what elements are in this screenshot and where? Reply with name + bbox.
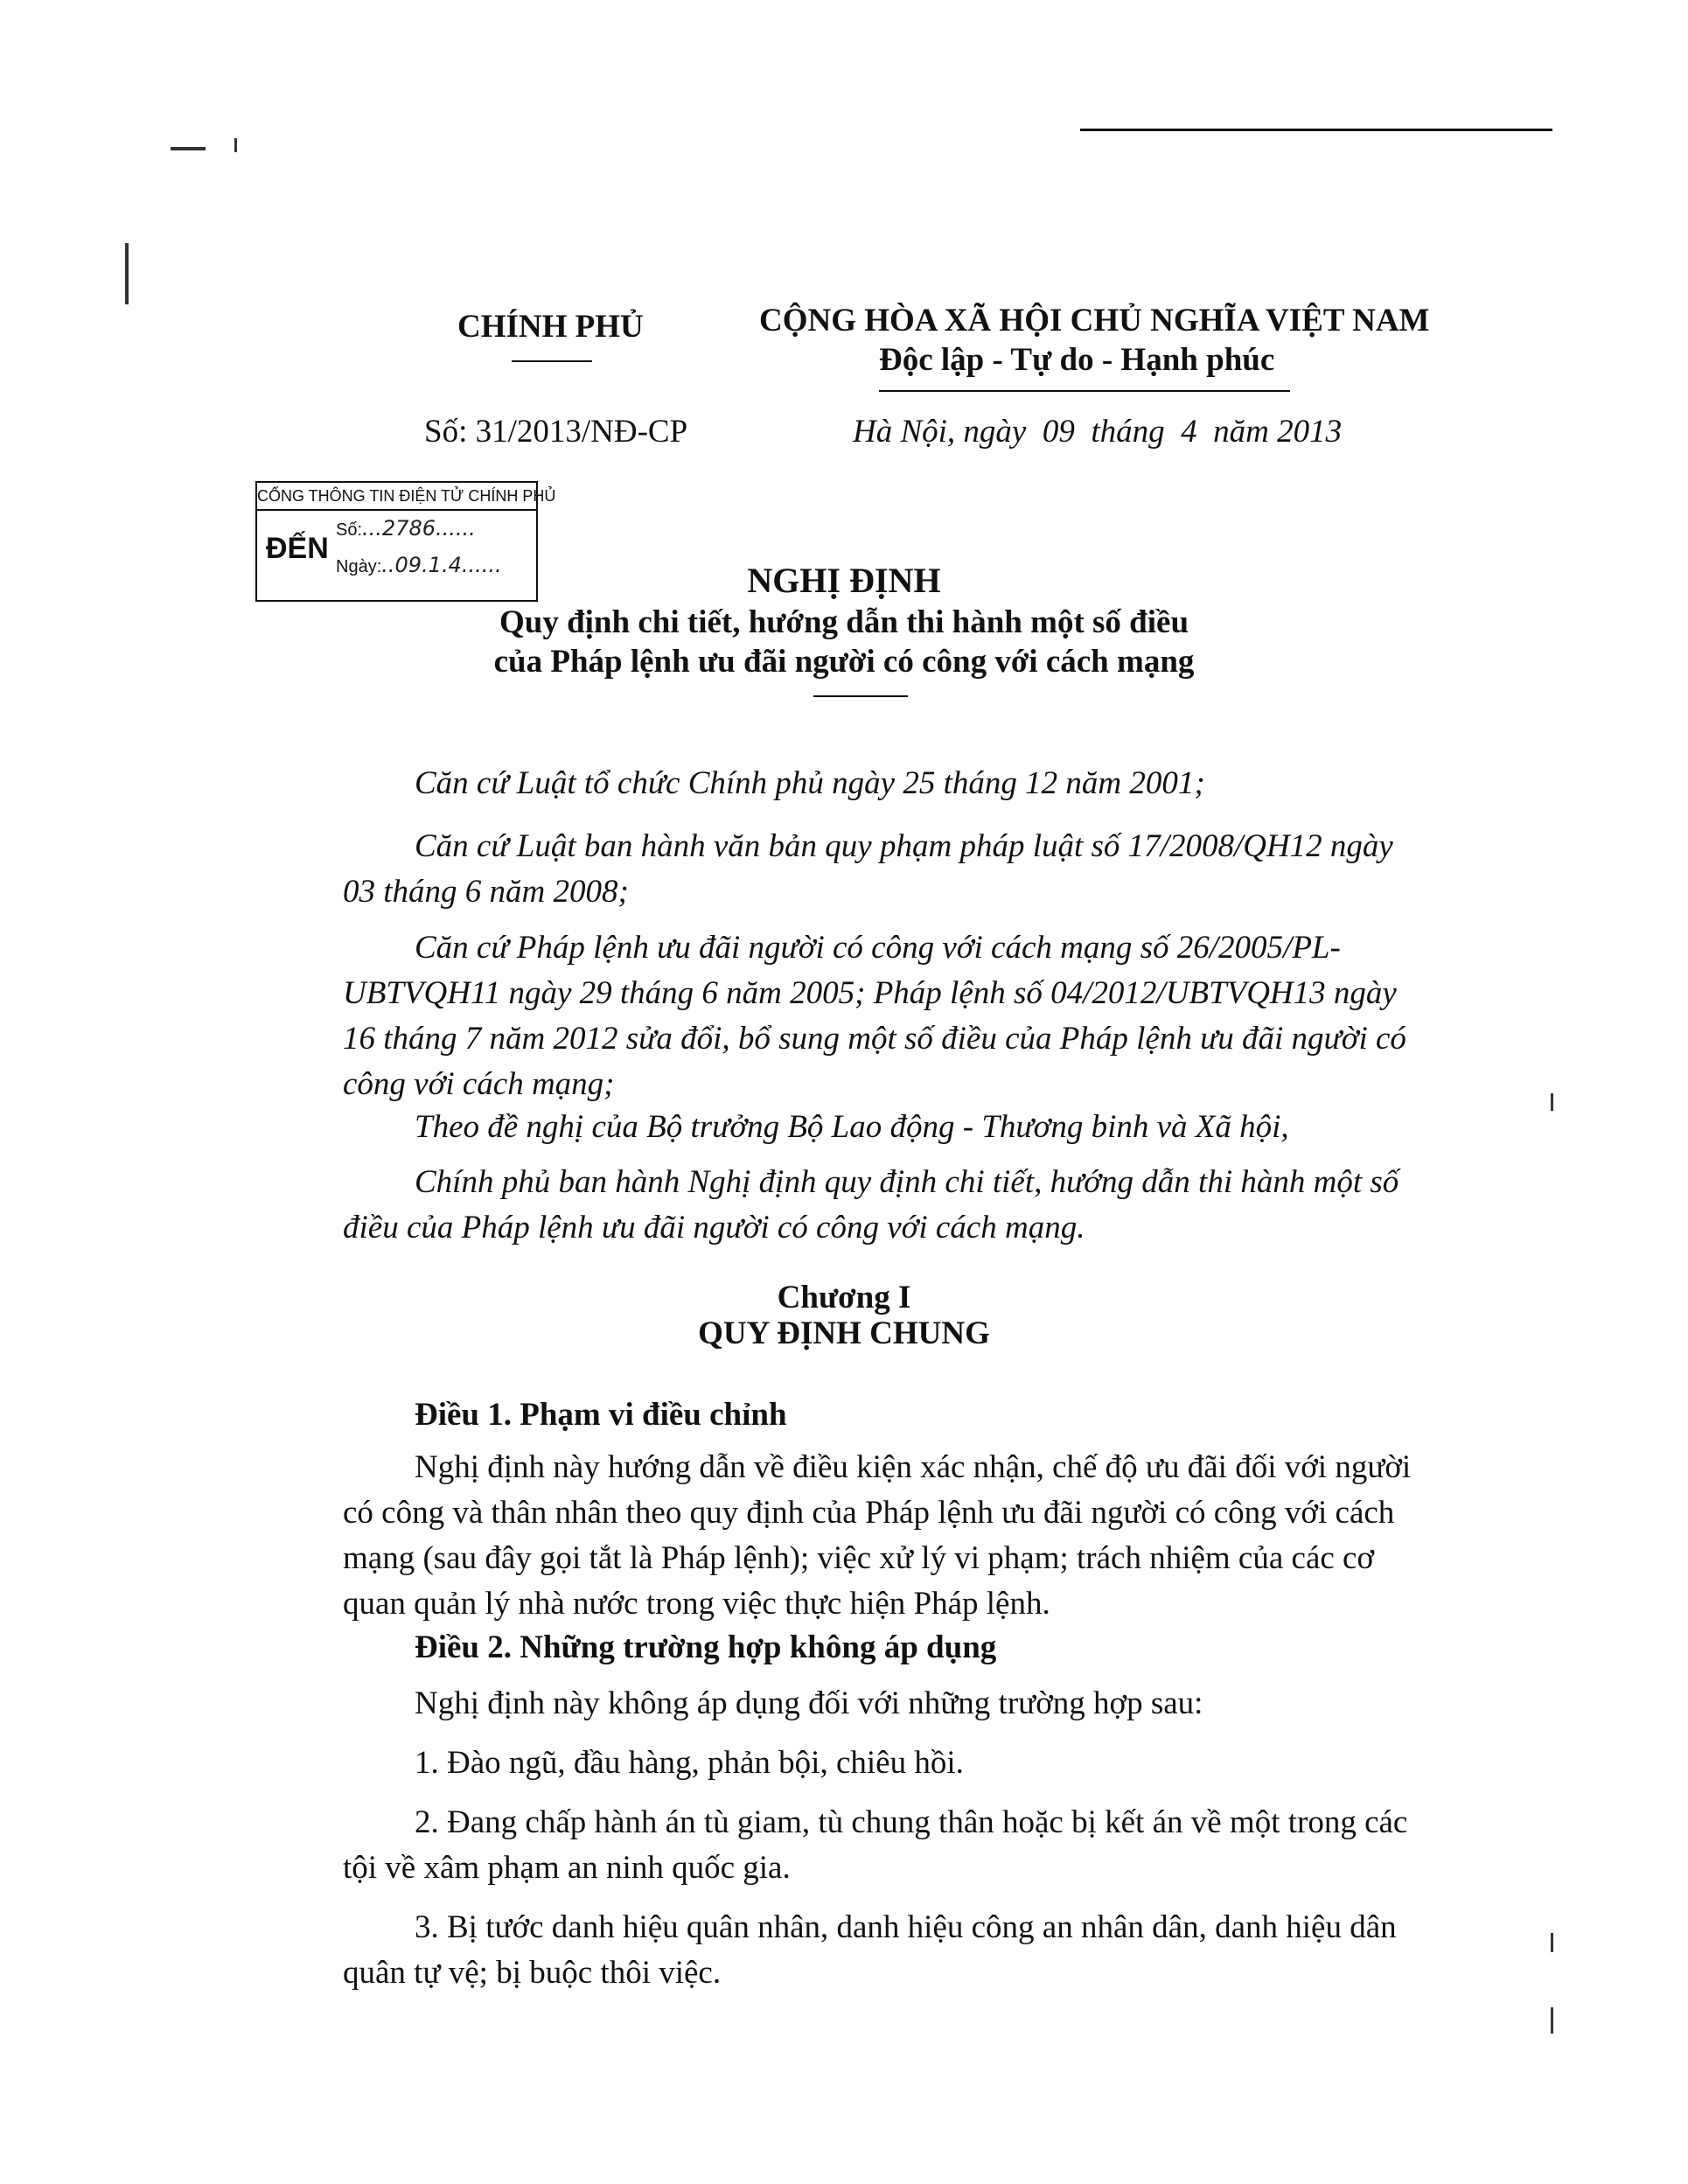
country-name: CỘNG HÒA XÃ HỘI CHỦ NGHĨA VIỆT NAM [759, 303, 1430, 338]
document-number-label: Số: [424, 414, 476, 450]
article-paragraph: Nghị định này không áp dụng đối với những trường hợp sau: [415, 1685, 1203, 1721]
article-item: 1. Đào ngũ, đầu hàng, phản bội, chiêu hồi. [415, 1745, 964, 1781]
document-subject-line2: của Pháp lệnh ưu đãi người có công với cách mạng [493, 644, 1195, 680]
article-heading: Điều 1. Phạm vi điều chỉnh [415, 1397, 787, 1433]
issuer-underline [512, 360, 592, 362]
scan-speck [171, 147, 206, 150]
preamble-line: Chính phủ ban hành Nghị định quy định chi tiết, hướng dẫn thi hành một số điều của Pháp lệnh ưu đãi người có công với cách mạng. [343, 1164, 1399, 1246]
issuer-name: CHÍNH PHỦ [457, 309, 644, 345]
stamp-date-label: Ngày: [336, 557, 382, 576]
national-motto: Độc lập - Tự do - Hạnh phúc [879, 342, 1275, 378]
scan-top-rule [1080, 129, 1552, 131]
preamble-line: Căn cứ Pháp lệnh ưu đãi người có công với cách mạng số 26/2005/PL-UBTVQH11 ngày 29 tháng 6 năm 2005; Pháp lệnh số 04/2012/UBTVQH13 ngày 16 tháng 7 năm 2012 sửa đổi, bổ sung một số điều của Pháp lệnh ưu đãi người có công với cách mạng; [343, 930, 1406, 1102]
motto-underline [879, 390, 1290, 392]
document-subject-line1: Quy định chi tiết, hướng dẫn thi hành một số điều [499, 604, 1189, 640]
scan-speck [125, 243, 129, 304]
article-item: 2. Đang chấp hành án tù giam, tù chung thân hoặc bị kết án về một trong các tội về xâm phạm an ninh quốc gia. [343, 1804, 1408, 1886]
document-type-heading: NGHỊ ĐỊNH [747, 561, 941, 600]
article-item: 3. Bị tước danh hiệu quân nhân, danh hiệu công an nhân dân, danh hiệu dân quân tự vệ; bị buộc thôi việc. [343, 1909, 1397, 1991]
preamble-line: Theo đề nghị của Bộ trưởng Bộ Lao động - Thương binh và Xã hội, [415, 1109, 1289, 1145]
scan-speck [234, 138, 237, 152]
stamp-date-value: ..09.1.4...... [381, 553, 502, 577]
scan-speck [1551, 1093, 1553, 1111]
document-number [424, 413, 687, 450]
stamp-number-label: Số: [336, 520, 363, 540]
chapter-label: Chương I [777, 1280, 911, 1315]
article-heading: Điều 2. Những trường hợp không áp dụng [415, 1629, 997, 1665]
stamp-title: CỔNG THÔNG TIN ĐIỆN TỬ CHÍNH PHỦ [257, 483, 536, 511]
chapter-title: QUY ĐỊNH CHUNG [698, 1315, 990, 1351]
place-date: Hà Nội, ngày 09 tháng 4 năm 2013 [853, 414, 1343, 450]
preamble-line: Căn cứ Luật tổ chức Chính phủ ngày 25 tháng 12 năm 2001; [415, 765, 1205, 801]
scan-speck [1551, 1933, 1553, 1952]
stamp-number-value: ...2786...... [362, 516, 476, 541]
document-number-value: 31/2013/NĐ-CP [475, 414, 688, 450]
stamp-den-label: ĐẾN [266, 532, 329, 565]
stamp-number-line [336, 516, 476, 541]
title-underline [813, 695, 908, 697]
preamble-line: Căn cứ Luật ban hành văn bản quy phạm pháp luật số 17/2008/QH12 ngày 03 tháng 6 năm 2008; [343, 828, 1393, 910]
scan-speck [1551, 2007, 1553, 2034]
article-paragraph: Nghị định này hướng dẫn về điều kiện xác nhận, chế độ ưu đãi đối với người có công và thân nhân theo quy định của Pháp lệnh ưu đãi người có công với cách mạng (sau đây gọi tắt là Pháp lệnh); việc xử lý vi phạm; trách nhiệm của các cơ quan quản lý nhà nước trong việc thực hiện Pháp lệnh. [343, 1449, 1412, 1622]
